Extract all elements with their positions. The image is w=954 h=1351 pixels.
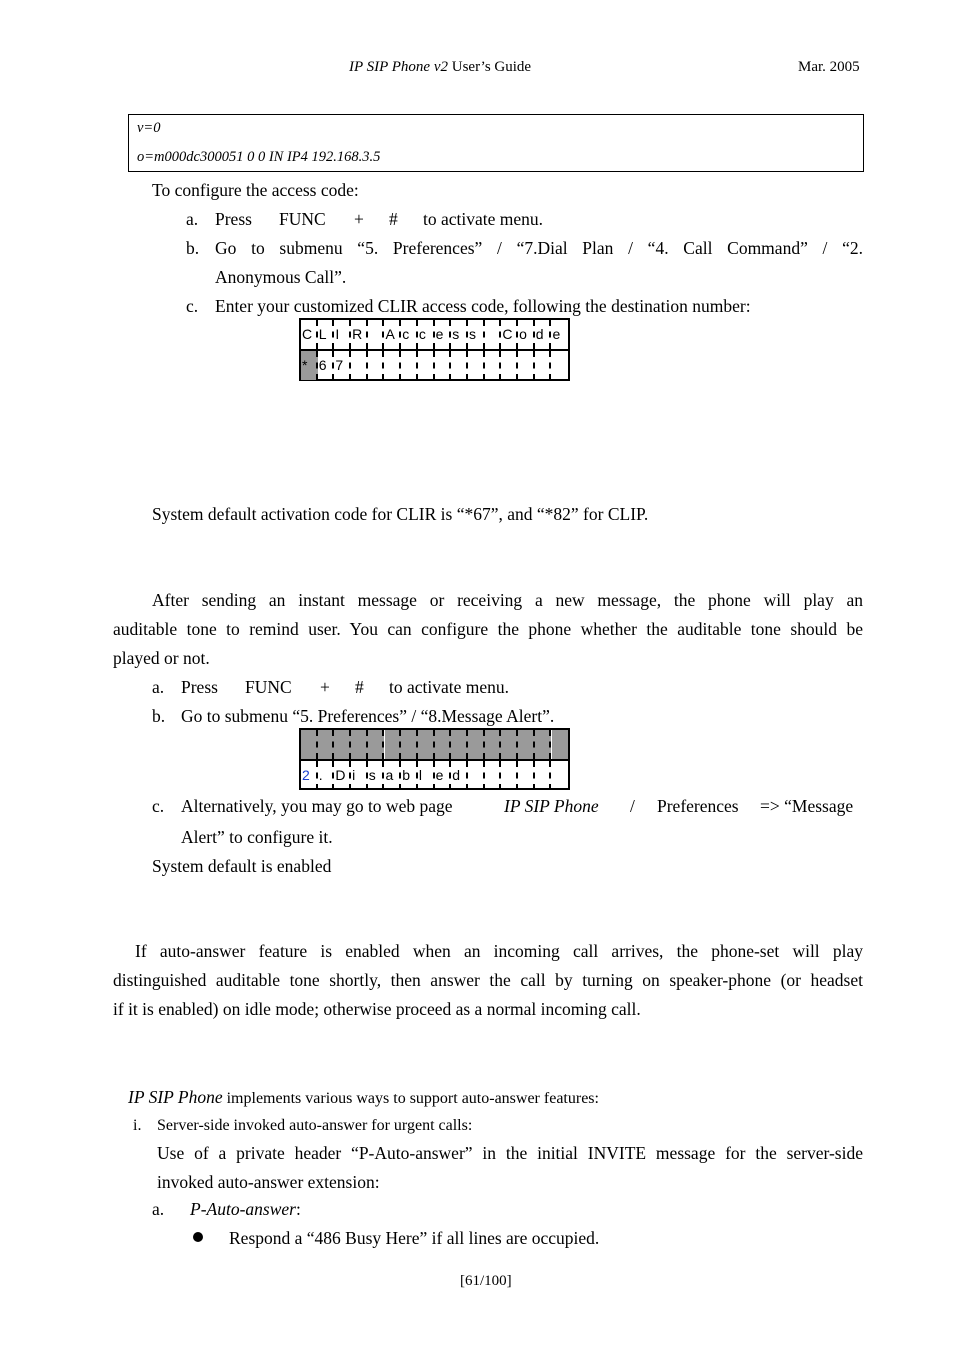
lcd-cell: d <box>451 761 468 790</box>
msg-step-a-func: FUNC <box>245 677 292 697</box>
sub-a-header-name: P-Auto-answer <box>190 1199 296 1219</box>
sub-a-label <box>190 1199 301 1220</box>
lcd-cell: 6 <box>318 351 335 380</box>
msg-step-c-w1: Alternatively, you may go to web page <box>181 796 453 816</box>
lcd-cell: i <box>351 761 368 790</box>
lcd-cell: e <box>435 761 452 790</box>
lcd-cell <box>351 730 368 759</box>
lcd-cell: C <box>501 320 518 349</box>
footer-page-number: [61/100] <box>460 1273 512 1289</box>
clir-step-c-text: Enter your customized CLIR access code, following the destination number: <box>215 296 751 316</box>
lcd-cell <box>318 730 335 759</box>
bullet-dot-icon <box>193 1232 203 1242</box>
lcd-cell <box>518 761 535 790</box>
lcd-row <box>301 761 568 790</box>
lcd-cell: b <box>401 761 418 790</box>
lcd-cell <box>485 730 502 759</box>
item-i-text: Server-side invoked auto-answer for urgent calls: <box>157 1117 473 1134</box>
lcd-cell: R <box>351 320 368 349</box>
lcd-cell: l <box>418 761 435 790</box>
lcd-cell <box>451 351 468 380</box>
lcd-cell: o <box>518 320 535 349</box>
msg-step-c-preferences: Preferences <box>657 796 739 816</box>
code-line-2: o=m000dc300051 0 0 IN IP4 192.168.3.5 <box>137 149 381 165</box>
clir-lcd-display <box>299 318 570 381</box>
lcd-cell: s <box>468 320 485 349</box>
lcd-cell: c <box>401 320 418 349</box>
lcd-cell <box>501 730 518 759</box>
impl-product: IP SIP Phone <box>128 1087 223 1107</box>
auto-answer-impl <box>128 1087 599 1108</box>
clir-intro: To configure the access code: <box>152 180 359 200</box>
lcd-cell: 2 <box>301 761 318 790</box>
clir-step-a-activate: to activate menu. <box>423 209 544 229</box>
lcd-cell: d <box>535 320 552 349</box>
lcd-row <box>301 730 568 759</box>
header-title-product: IP SIP Phone v2 <box>349 59 449 75</box>
message-alert-para-line3: played or not. <box>113 648 210 668</box>
lcd-cell <box>351 351 368 380</box>
lcd-cell <box>418 730 435 759</box>
lcd-cell: s <box>368 761 385 790</box>
auto-answer-para-line1: If auto-answer feature is enabled when an incoming call arrives, the phone-set will play <box>135 941 863 961</box>
clir-step-b-marker: b. <box>186 238 200 258</box>
msg-step-a-plus: + <box>320 677 330 697</box>
msg-step-c-product: IP SIP Phone <box>504 796 599 816</box>
header-title-rest: User’s Guide <box>448 59 532 75</box>
clir-step-a-press: Press <box>215 209 252 229</box>
lcd-cell <box>368 730 385 759</box>
lcd-cell <box>485 351 502 380</box>
lcd-cell <box>301 730 318 759</box>
lcd-cell: . <box>318 761 335 790</box>
lcd-cell <box>334 730 351 759</box>
lcd-cell: A <box>385 320 402 349</box>
lcd-cell: s <box>451 320 468 349</box>
use-line1: Use of a private header “P-Auto-answer” in the initial INVITE message for the server-side <box>157 1143 863 1163</box>
msg-step-a-hash: # <box>355 677 364 697</box>
header-date: Mar. 2005 <box>798 59 860 75</box>
lcd-cell <box>418 351 435 380</box>
lcd-cell: * <box>301 351 318 380</box>
lcd-cell: D <box>334 761 351 790</box>
lcd-cell <box>501 351 518 380</box>
clir-step-c-marker: c. <box>186 296 199 316</box>
clir-step-a-func: FUNC <box>279 209 326 229</box>
lcd-cell <box>501 761 518 790</box>
auto-answer-para-line3: if it is enabled) on idle mode; otherwise proceed as a normal incoming call. <box>113 999 641 1019</box>
clir-step-b-line2: Anonymous Call”. <box>215 267 347 287</box>
lcd-divider <box>301 349 568 351</box>
lcd-cell <box>385 730 402 759</box>
lcd-cell <box>401 351 418 380</box>
message-alert-para-line2: auditable tone to remind user. You can configure the phone whether the auditable tone should be <box>113 619 863 639</box>
lcd-cell: C <box>301 320 318 349</box>
lcd-cell <box>468 351 485 380</box>
clir-step-a-marker: a. <box>186 209 199 229</box>
lcd-cell <box>485 320 502 349</box>
lcd-cell <box>385 351 402 380</box>
auto-answer-para-line2: distinguished auditable tone shortly, then answer the call by turning on speaker-phone (or headset <box>113 970 863 990</box>
lcd-cell <box>552 730 569 759</box>
lcd-cell <box>518 351 535 380</box>
lcd-row <box>301 320 568 349</box>
sub-a-colon: : <box>295 1199 301 1219</box>
lcd-cell <box>468 761 485 790</box>
lcd-cell <box>535 761 552 790</box>
message-alert-para-line1: After sending an instant message or receiving a new message, the phone will play an <box>152 590 863 610</box>
lcd-cell <box>401 730 418 759</box>
lcd-row <box>301 351 568 380</box>
lcd-cell <box>435 730 452 759</box>
lcd-cell: a <box>385 761 402 790</box>
clir-step-a-plus: + <box>354 209 364 229</box>
clir-default-note: System default activation code for CLIR is “*67”, and “*82” for CLIP. <box>152 504 649 524</box>
msg-step-a-press: Press <box>181 677 218 697</box>
clir-step-a-hash: # <box>389 209 398 229</box>
lcd-cell <box>535 730 552 759</box>
msg-step-c-message: => “Message <box>760 796 854 816</box>
bullet-text: Respond a “486 Busy Here” if all lines are occupied. <box>229 1228 600 1248</box>
header-title <box>349 59 531 76</box>
message-alert-default-note: System default is enabled <box>152 856 332 876</box>
msg-step-c-line2: Alert” to configure it. <box>181 827 333 847</box>
sub-a-marker: a. <box>152 1199 165 1219</box>
lcd-cell <box>485 761 502 790</box>
lcd-cell <box>368 320 385 349</box>
lcd-cell <box>451 730 468 759</box>
lcd-cell <box>435 351 452 380</box>
lcd-cell: e <box>435 320 452 349</box>
lcd-cell <box>552 761 569 790</box>
item-i-marker: i. <box>133 1117 142 1134</box>
msg-step-c-slash: / <box>630 796 635 816</box>
msg-step-a-activate: to activate menu. <box>389 677 510 697</box>
lcd-cell <box>468 730 485 759</box>
lcd-cell <box>535 351 552 380</box>
msg-step-c-marker: c. <box>152 796 165 816</box>
impl-rest: implements various ways to support auto-answer features: <box>222 1090 599 1107</box>
msg-step-b-marker: b. <box>152 706 166 726</box>
code-line-1: v=0 <box>137 120 161 136</box>
lcd-cell <box>552 351 569 380</box>
msg-step-a-marker: a. <box>152 677 165 697</box>
lcd-cell: 7 <box>334 351 351 380</box>
lcd-cell: c <box>418 320 435 349</box>
lcd-cell <box>368 351 385 380</box>
lcd-divider <box>301 759 568 761</box>
lcd-cell: e <box>552 326 561 342</box>
use-line2: invoked auto-answer extension: <box>157 1172 380 1192</box>
message-alert-lcd-display <box>299 728 570 790</box>
clir-step-b-line1: Go to submenu “5. Preferences” / “7.Dial Plan / “4. Call Command” / “2. <box>215 238 863 258</box>
lcd-cell: I <box>334 320 351 349</box>
lcd-cell: L <box>318 320 335 349</box>
lcd-cell <box>518 730 535 759</box>
sdp-code-box <box>128 114 864 172</box>
msg-step-b-text: Go to submenu “5. Preferences” / “8.Message Alert”. <box>181 706 555 726</box>
